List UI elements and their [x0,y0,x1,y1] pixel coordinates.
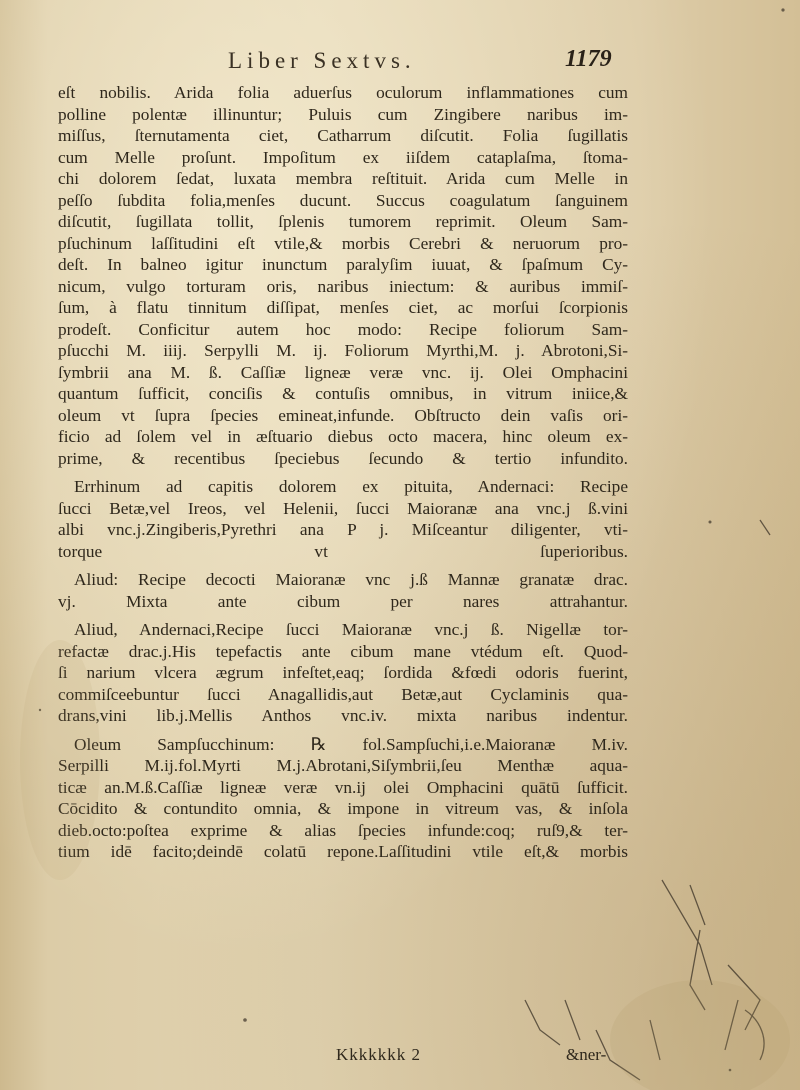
paragraph [58,619,628,727]
text-line: miſſus, ſternutamenta ciet, Catharrum diſcutit. Folia ſugillatis [58,126,628,145]
text-line: eſt nobilis. Arida folia aduerſus oculorum inflammationes cum [58,83,628,102]
text-line: diſcutit, ſugillata tollit, ſplenis tumorem reprimit. Oleum Sam- [58,212,628,231]
text-line: deſt. In balneo igitur inunctum paralyſim iuuat, & ſpaſmum Cy- [58,255,628,274]
text-line: albi vnc.j.Zingiberis,Pyrethri ana P j. Miſceantur diligenter, vti- [58,520,628,539]
text-line: pſucchi M. iiij. Serpylli M. ij. Foliorum Myrthi,M. j. Abrotoni,Si- [58,341,628,360]
text-line: ſi narium vlcera ægrum infeſtet,eaq; ſordida &fœdi odoris fuerint, [58,663,628,682]
text-line: vj. Mixta ante cibum per nares attrahantur. [58,591,628,611]
text-line: prime, & recentibus ſpeciebus ſecundo & tertio infundito. [58,448,628,468]
paragraph [58,82,628,469]
text-line: ficio ad ſolem vel in æſtuario diebus octo macera, hinc oleum ex- [58,427,628,446]
text-line: drans,vini lib.j.Mellis Anthos vnc.iv. mixta naribus indentur. [58,706,628,725]
page-header [0,48,800,82]
running-title: Liber Sextvs. [228,48,416,73]
text-line: quantum ſufficit, conciſis & contuſis omnibus, in vitrum iniice,& [58,384,628,403]
page-number: 1179 [565,46,612,72]
text-line: dieb.octo:poſtea exprime & alias ſpecies infunde:coq; ruſ9,& ter- [58,820,628,840]
paragraph-gap [58,562,628,569]
catchword: &ner- [566,1045,607,1064]
text-line: cum Melle proſunt. Impoſitum ex iiſdem cataplaſma, ſtoma- [58,147,628,167]
signature-mark: Kkkkkkk 2 [336,1045,422,1064]
text-line: Serpilli M.ij.fol.Myrti M.j.Abrotani,Siſymbrii,ſeu Menthæ aqua- [58,756,628,775]
text-line: pſuchinum laſſitudini eſt vtile,& morbis Cerebri & neruorum pro- [58,233,628,253]
text-line: commiſceebuntur ſucci Anagallidis,aut Betæ,aut Cyclaminis qua- [58,684,628,704]
paragraph-gap [58,612,628,619]
text-line: polline polentæ illinuntur; Puluis cum Zingibere naribus im- [58,104,628,124]
text-line: ticæ an.M.ß.Caſſiæ ligneæ veræ vn.ij olei Omphacini quātū ſufficit. [58,777,628,797]
paragraph-gap [58,469,628,476]
text-line: peſſo ſubdita folia,menſes ducunt. Succus coagulatum ſanguinem [58,190,628,210]
paragraph [58,569,628,612]
text-line: Aliud: Recipe decocti Maioranæ vnc j.ß Mannæ granatæ drac. [74,570,628,589]
paragraph [58,476,628,562]
text-line: Errhinum ad capitis dolorem ex pituita, Andernaci: Recipe [74,477,628,496]
text-line: nicum, vulgo torturam oris, naribus iniectum: & auribus immiſ- [58,276,628,296]
text-line: Oleum Sampſucchinum: ℞ fol.Sampſuchi,i.e.Maioranæ M.iv. [74,734,628,754]
text-line: refactæ drac.j.His tepefactis ante cibum mane vtédum eſt. Quod- [58,641,628,661]
text-line: tium idē facito;deindē colatū repone.Laſſitudini vtile eſt,& morbis [58,842,628,861]
text-line: chi dolorem ſedat, luxata membra reſtituit. Arida cum Melle in [58,169,628,188]
text-line: oleum vt ſupra ſpecies emineat,infunde. Obſtructo dein vaſis ori- [58,405,628,425]
text-line: Cōcidito & contundito omnia, & impone in vitreum vas, & inſola [58,799,628,818]
paragraph [58,734,628,863]
text-line: prodeſt. Conficitur autem hoc modo: Recipe foliorum Sam- [58,319,628,339]
page-footer [0,1045,800,1071]
text-line: ſymbrii ana M. ß. Caſſiæ ligneæ veræ vnc. ij. Olei Omphacini [58,362,628,382]
body-text [58,82,628,863]
paragraph-gap [58,727,628,734]
text-line: torque vt ſuperioribus. [58,541,628,561]
text-line: ſum, à flatu tinnitum diſſipat, menſes ciet, ac morſui ſcorpionis [58,298,628,317]
text-line: ſucci Betæ,vel Ireos, vel Helenii, ſucci Maioranæ ana vnc.j ß.vini [58,498,628,518]
text-line: Aliud, Andernaci,Recipe ſucci Maioranæ vnc.j ß. Nigellæ tor- [74,620,628,639]
